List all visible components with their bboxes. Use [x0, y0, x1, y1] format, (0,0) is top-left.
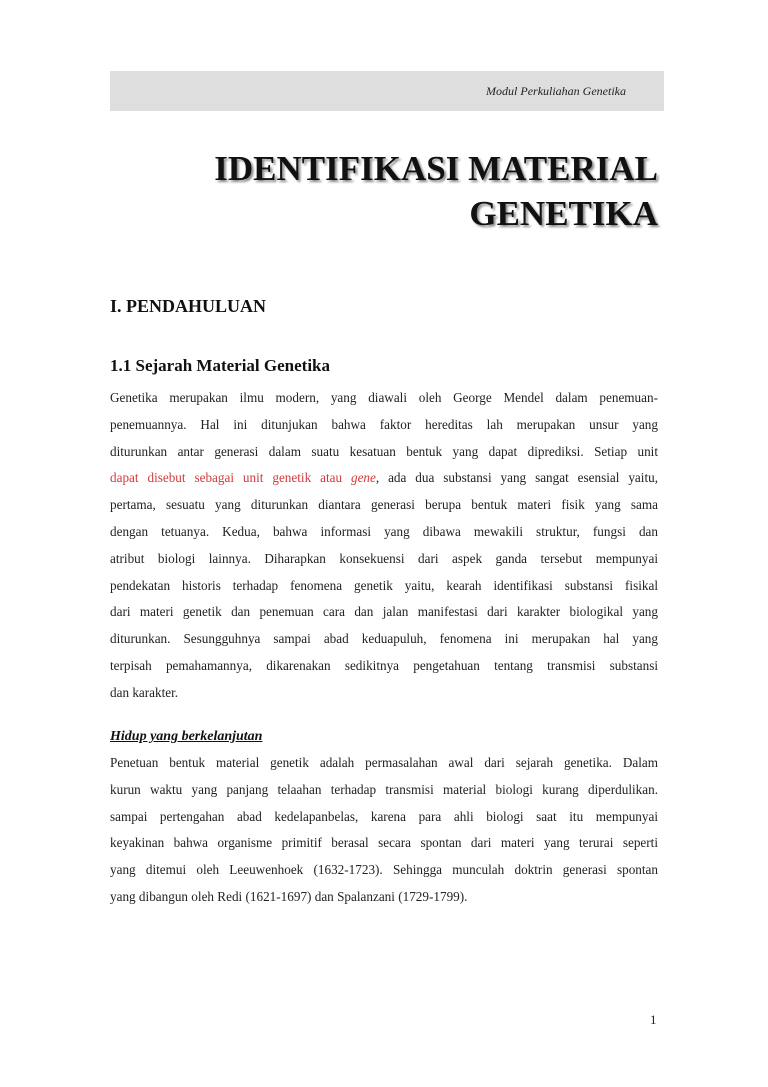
text-line: pertama, sesuatu yang diturunkan diantara generasi berupa bentuk materi fisik yang sama	[110, 497, 658, 513]
text-line: pendekatan historis terhadap fenomena genetik yaitu, kearah identifikasi substansi fisikal	[110, 577, 658, 593]
document-title	[214, 146, 658, 236]
title-line-1: IDENTIFIKASI MATERIAL	[214, 149, 658, 188]
subsection-heading: 1.1 Sejarah Material Genetika	[110, 356, 331, 375]
section-heading: I. PENDAHULUAN	[110, 296, 267, 316]
header-text: Modul Perkuliahan Genetika	[486, 84, 626, 98]
text-line: kurun waktu yang panjang telaahan terhadap transmisi material biologi kurang diperdulikan.	[110, 781, 658, 797]
running-header	[110, 71, 664, 111]
text-line	[110, 465, 658, 492]
text-line: dan karakter.	[110, 684, 179, 700]
text-line: atribut biologi lainnya. Diharapkan konsekuensi dari aspek ganda tersebut mempunyai	[110, 550, 658, 566]
text-line: diturunkan antar generasi dalam suatu kesatuan bentuk yang dapat diprediksi. Setiap unit	[110, 443, 658, 459]
text-line: sampai pertengahan abad kedelapanbelas, karena para ahli biologi saat itu mempunyai	[110, 808, 658, 824]
paragraph-2	[110, 750, 658, 911]
page-number: 1	[650, 1012, 657, 1027]
text-line: dari materi genetik dan penemuan cara dan jalan manifestasi dari karakter biologikal yang	[110, 604, 658, 620]
text-line: dengan tetuanya. Kedua, bahwa informasi yang dibawa mewakili struktur, fungsi dan	[110, 523, 658, 539]
text-line: Genetika merupakan ilmu modern, yang diawali oleh George Mendel dalam penemuan-	[110, 390, 658, 405]
highlighted-term: gene	[350, 470, 376, 486]
highlighted-text: dapat disebut sebagai unit genetik atau	[110, 470, 351, 486]
subheading: Hidup yang berkelanjutan	[110, 729, 263, 744]
text-line: keyakinan bahwa organisme primitif berasal secara spontan dari materi yang terurai seperti	[110, 835, 658, 851]
text-line: yang dibangun oleh Redi (1621-1697) dan Spalanzani (1729-1799).	[110, 888, 468, 904]
text-line: diturunkan. Sesungguhnya sampai abad keduapuluh, fenomena ini merupakan hal yang	[110, 631, 658, 647]
text-segment: , ada dua substansi yang sangat esensial yaitu,	[375, 470, 658, 486]
paragraph-1	[110, 385, 658, 707]
text-line: Penetuan bentuk material genetik adalah permasalahan awal dari sejarah genetika. Dalam	[110, 755, 658, 770]
text-line: terpisah pemahamannya, dikarenakan sedikitnya pengetahuan tentang transmisi substansi	[110, 657, 658, 673]
text-line: yang ditemui oleh Leeuwenhoek (1632-1723). Sehingga munculah doktrin generasi spontan	[110, 862, 658, 878]
text-line: penemuannya. Hal ini ditunjukan bahwa faktor hereditas lah merupakan unsur yang	[110, 416, 658, 432]
title-line-2: GENETIKA	[469, 194, 658, 233]
